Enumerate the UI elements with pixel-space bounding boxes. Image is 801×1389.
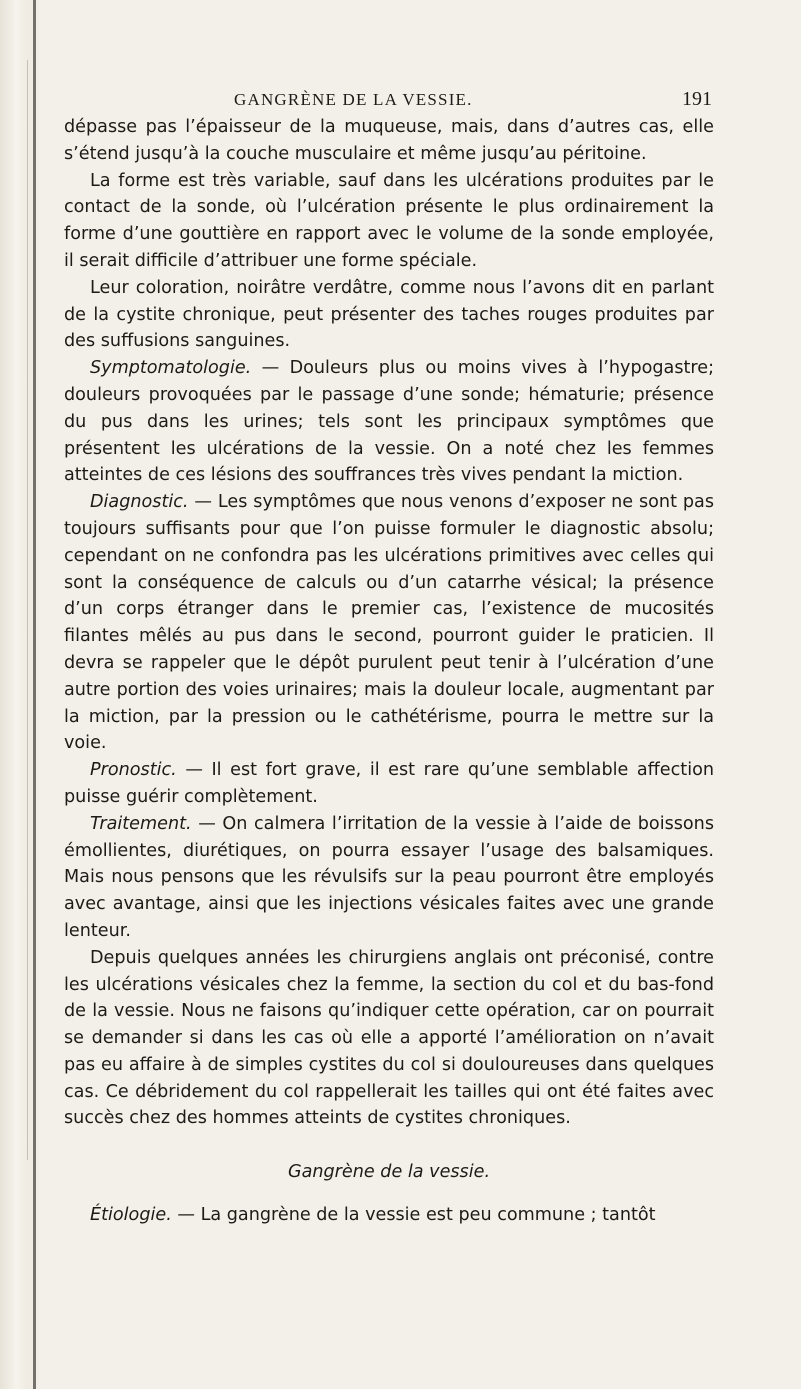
- running-title: GANGRÈNE DE LA VESSIE.: [234, 90, 473, 109]
- paragraph-text: — Les symptômes que nous venons d’exposer ne sont pas toujours suffisants pour que l’on puisse formuler le diagnostic absolu; cependant on ne confondra pas les ulcérations primitives avec celles qui sont la conséquence de calculs ou d’un catarrhe vésical; la présence d’un corps étranger dans le premier cas, l’existence de mucosités filantes mêlés au pus dans le second, pourront guider le praticien. Il devra se rappeler que le dépôt purulent peut tenir à l’ulcération d’une autre portion des voies urinaires; mais la douleur locale, augmentant par la miction, par la pression ou le cathétérisme, pourra le mettre sur la voie.: [64, 492, 714, 754]
- paragraph: [64, 355, 714, 489]
- paragraph-lead: Étiologie.: [90, 1205, 172, 1226]
- paragraph-text: — La gangrène de la vessie est peu commune ; tantôt: [171, 1205, 656, 1226]
- text-column: [64, 114, 714, 1132]
- section-title: Gangrène de la vessie.: [287, 1162, 491, 1183]
- paragraph: [64, 757, 714, 811]
- paragraph-text: — Il est fort grave, il est rare qu’une semblable affection puisse guérir complètement.: [64, 760, 714, 807]
- paragraph: [64, 811, 714, 945]
- page-number: 191: [682, 88, 712, 110]
- page-body: [64, 90, 714, 1229]
- paragraph-text: — Douleurs plus ou moins vives à l’hypogastre; douleurs provoquées par le passage d’une sonde; hématurie; présence du pus dans les urines; tels sont les principaux symptômes que présentent les ulcérations de la vessie. On a noté chez les femmes atteintes de ces lésions des souffrances très vives pendant la miction.: [64, 358, 714, 486]
- paragraph-etiologie: [64, 1202, 714, 1229]
- running-head: [64, 90, 714, 112]
- paragraph-text: dépasse pas l’épaisseur de la muqueuse, mais, dans d’autres cas, elle s’étend jusqu’à la couche musculaire et même jusqu’au péritoine.: [64, 117, 714, 164]
- paragraph-text: Leur coloration, noirâtre verdâtre, comme nous l’avons dit en parlant de la cystite chronique, peut présenter des taches rouges produites par des suffusions sanguines.: [64, 277, 714, 352]
- paragraph-lead: Symptomatologie.: [90, 358, 252, 379]
- binding-edge: [33, 0, 36, 1389]
- paragraph-text: La forme est très variable, sauf dans les ulcérations produites par le contact de la sonde, où l’ulcération présente le plus ordinairement la forme d’une gouttière en rapport avec le volume de la sonde employée, il serait difficile d’attribuer une forme spéciale.: [64, 170, 714, 271]
- paragraph: [64, 489, 714, 757]
- paragraph-lead: Diagnostic.: [90, 492, 189, 513]
- paragraph: [64, 114, 714, 168]
- paragraph-lead: Pronostic.: [90, 760, 177, 781]
- paragraph: [64, 945, 714, 1133]
- paragraph-text: — On calmera l’irritation de la vessie à l’aide de boissons émollientes, diurétiques, on pourra essayer l’usage des balsamiques. Mais nous pensons que les révulsifs sur la peau pourront être employés avec avantage, ainsi que les injections vésicales faites avec une grande lenteur.: [64, 813, 714, 941]
- paragraph-text: Depuis quelques années les chirurgiens anglais ont préconisé, contre les ulcérations vésicales chez la femme, la section du col et du bas-fond de la vessie. Nous ne faisons qu’indiquer cette opération, car on pourrait se demander si dans les cas où elle a apporté l’amélioration on n’avait pas eu affaire à de simples cystites du col si douloureuses dans quelques cas. Ce débridement du col rappellerait les tailles qui ont été faites avec succès chez des hommes atteints de cystites chroniques.: [64, 947, 714, 1129]
- paragraph: [64, 168, 714, 275]
- paragraph: [64, 275, 714, 355]
- binding-shadow: [27, 60, 28, 1160]
- paragraph-lead: Traitement.: [90, 813, 192, 834]
